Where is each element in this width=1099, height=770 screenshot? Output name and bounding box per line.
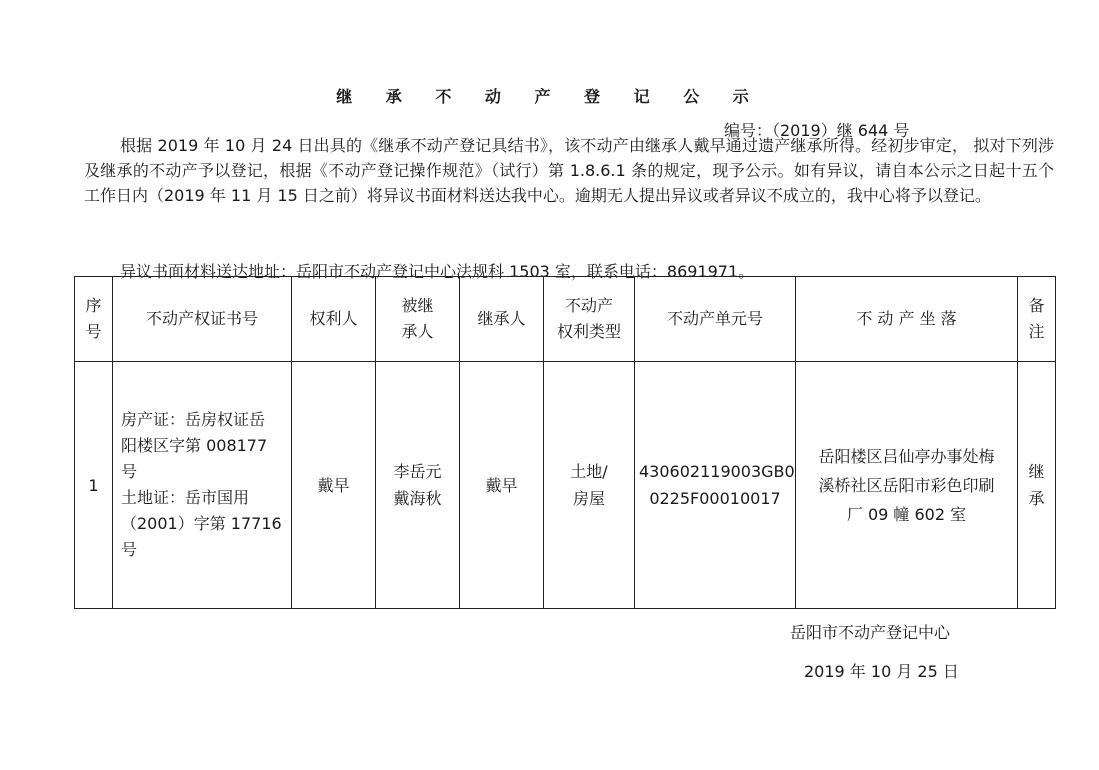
- table-row: [75, 362, 1056, 609]
- header-unit-no: 不动产单元号: [635, 277, 796, 362]
- cell-heir: 戴早: [460, 362, 544, 609]
- header-seq: 序 号: [75, 277, 113, 362]
- registration-table: [74, 276, 1056, 609]
- objection-address: 异议书面材料送达地址：岳阳市不动产登记中心法规科 1503 室，联系电话：8691971。: [120, 262, 755, 281]
- header-cert-no: 不动产权证书号: [113, 277, 292, 362]
- cell-unit-no: 430602119003GB0 0225F00010017: [635, 362, 796, 609]
- header-remark: 备 注: [1018, 277, 1056, 362]
- header-heir: 继承人: [460, 277, 544, 362]
- notice-title: 继 承 不 动 产 登 记 公 示: [336, 87, 763, 106]
- notice-paragraph: 根据 2019 年 10 月 24 日出具的《继承不动产登记具结书》，该不动产由继承人戴早通过遗产继承所得。经初步审定， 拟对下列涉及继承的不动产予以登记，根据《不动产登记操作规范》（试行）第 1.8.6.1 条的规定，现予公示。如有异议，请自本公示之日起十五个工作日内（2019 年 11 月 15 日之前）将异议书面材料送达我中心。逾期无人提出异议或者异议不成立的，我中心将予以登记。: [84, 136, 1054, 205]
- header-right-type: 不动产 权利类型: [544, 277, 635, 362]
- cell-holder: 戴早: [292, 362, 376, 609]
- cell-seq: 1: [75, 362, 113, 609]
- issuer-name: 岳阳市不动产登记中心: [790, 623, 951, 642]
- cell-remark: 继 承: [1018, 362, 1056, 609]
- notice-serial-number: 编号：（2019）继 644 号: [724, 121, 910, 140]
- cell-cert-no: 房产证：岳房权证岳 阳楼区字第 008177 号 土地证：岳市国用 （2001）字第 17716 号: [113, 362, 292, 609]
- cell-right-type: 土地/ 房屋: [544, 362, 635, 609]
- table-header-row: [75, 277, 1056, 362]
- cell-decedent: 李岳元 戴海秋: [376, 362, 460, 609]
- header-decedent: 被继 承人: [376, 277, 460, 362]
- issue-date: 2019 年 10 月 25 日: [804, 662, 959, 681]
- cell-location: 岳阳楼区吕仙亭办事处梅 溪桥社区岳阳市彩色印刷 厂 09 幢 602 室: [796, 362, 1018, 609]
- header-location: 不 动 产 坐 落: [796, 277, 1018, 362]
- header-holder: 权利人: [292, 277, 376, 362]
